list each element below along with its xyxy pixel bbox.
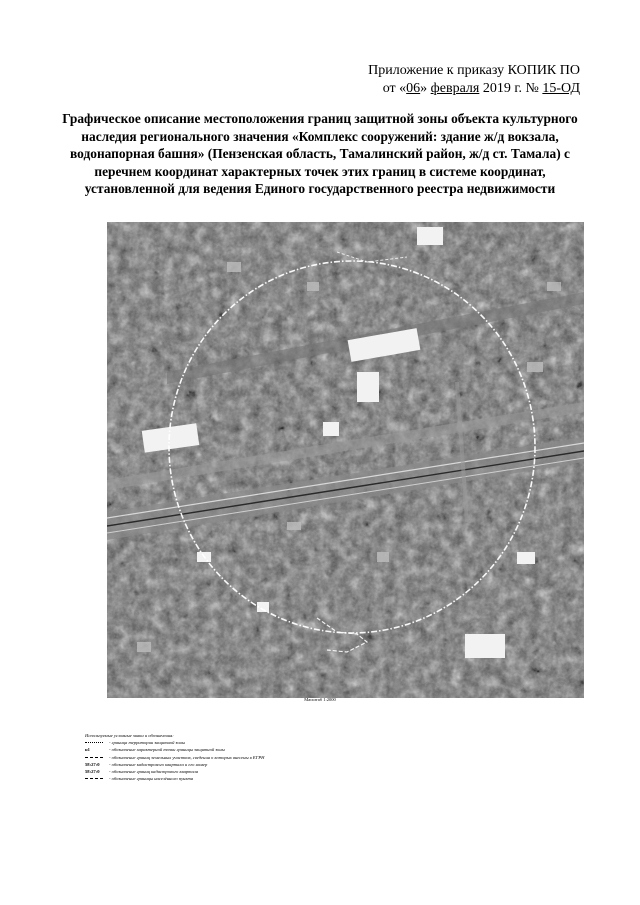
date-mid: » <box>420 81 428 96</box>
date-month: февраля <box>430 81 480 96</box>
legend-heading: Используемые условные знаки и обозначения: <box>85 733 174 738</box>
legend-item-zone-boundary <box>85 739 264 746</box>
legend-text: - обозначение кадастрового квартала и его номер <box>109 761 208 767</box>
legend-symbol-dash <box>85 757 103 758</box>
order-number: 15-ОД <box>542 81 580 96</box>
date-prefix: от « <box>382 81 407 96</box>
map-scale: Масштаб 1:2000 <box>304 697 336 702</box>
appendix-header <box>368 62 580 98</box>
aerial-map-image <box>107 222 584 698</box>
legend-item-point <box>85 746 264 753</box>
legend-symbol-dashdot <box>85 742 103 743</box>
aerial-map <box>107 222 584 698</box>
legend-text: - обозначение границ кадастрового квартала <box>109 769 199 775</box>
legend <box>85 732 264 782</box>
date-year: 2019 г. № <box>482 81 539 96</box>
legend-item-quarter-boundary <box>85 768 264 775</box>
legend-text: - обозначение границ земельных участков, сведения о которых внесены в ЕГРН <box>109 754 265 760</box>
legend-item-parcels <box>85 754 264 761</box>
appendix-line: Приложение к приказу КОПИК ПО <box>368 63 580 78</box>
document-title: Графическое описание местоположения границ защитной зоны объекта культурного наследия регионального значения «Комплекс сооружений: здание ж/д вокзала, водонапорная башня» (Пензенская область, Тамалинский район, ж/д ст. Тамала) с перечнем координат характерных точек этих границ в системе координат, установленной для ведения Единого государственного реестра недвижимости <box>62 111 578 197</box>
legend-symbol-text: н1 <box>85 747 90 753</box>
date-day: 06 <box>406 81 421 96</box>
legend-item-settlement <box>85 775 264 782</box>
legend-symbol-text: 58:27:0 <box>85 761 100 767</box>
legend-symbol-dash <box>85 778 103 779</box>
legend-text: - граница территории защитной зоны <box>109 740 185 746</box>
legend-symbol-text: 58:27:0 <box>85 769 100 775</box>
legend-text: - обозначение характерной точки границы защитной зоны <box>109 747 225 753</box>
appendix-date-line <box>368 80 580 98</box>
legend-text: - обозначение границы населённого пункта <box>109 776 194 782</box>
legend-item-quarter-number <box>85 761 264 768</box>
